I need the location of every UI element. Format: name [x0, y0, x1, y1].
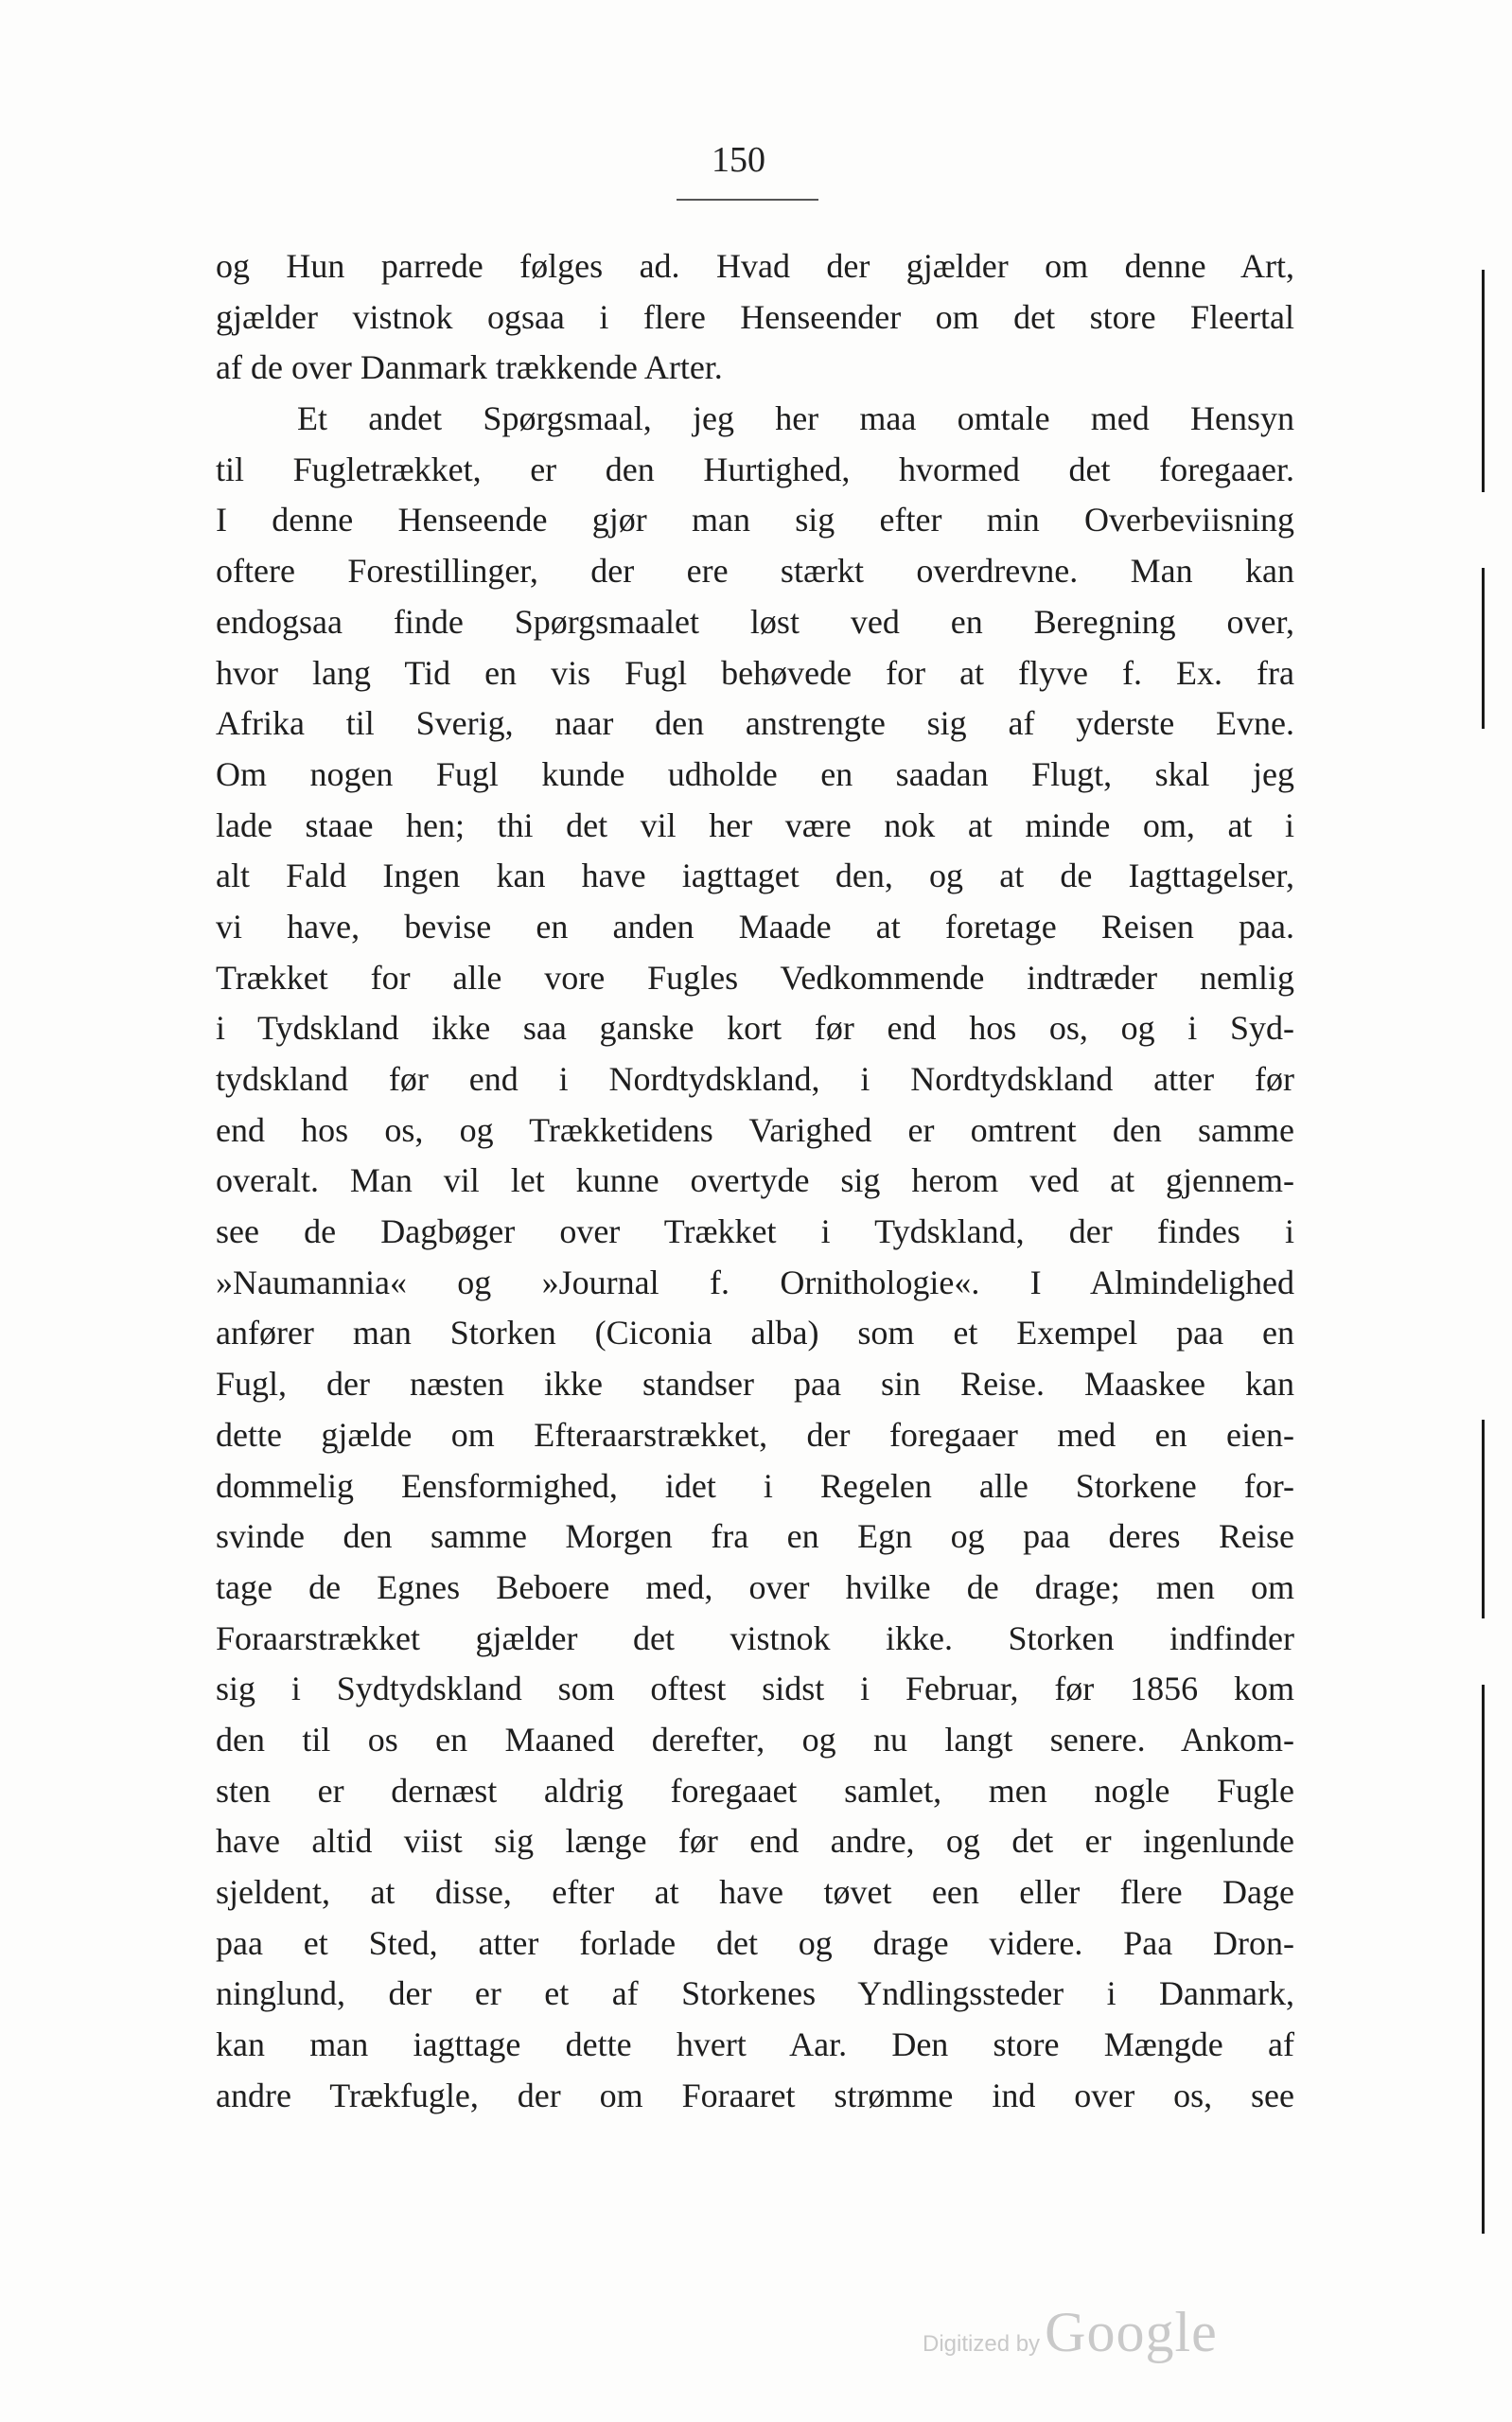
text-line: tage de Egnes Beboere med, over hvilke de drage; men om	[216, 1567, 1294, 1606]
text-line: overalt. Man vil let kunne overtyde sig herom ved at gjennem-	[216, 1161, 1294, 1200]
text-line: tydskland før end i Nordtydskland, i Nordtydskland atter før	[216, 1060, 1294, 1098]
text-line: Trækket for alle vore Fugles Vedkommende indtræder nemlig	[216, 958, 1294, 997]
text-line: svinde den samme Morgen fra en Egn og paa deres Reise	[216, 1517, 1294, 1556]
watermark-brand: Google	[1045, 2301, 1218, 2363]
page-edge-shadow	[1482, 1685, 1485, 2234]
text-line: end hos os, og Trækketidens Varighed er omtrent den samme	[216, 1110, 1294, 1149]
text-line: Afrika til Sverig, naar den anstrengte sig af yderste Evne.	[216, 704, 1294, 743]
text-line: til Fugletrækket, er den Hurtighed, hvormed det foregaaer.	[216, 450, 1294, 488]
page-edge-shadow	[1482, 568, 1485, 729]
text-line: sjeldent, at disse, efter at have tøvet een eller flere Dage	[216, 1873, 1294, 1911]
text-line: anfører man Storken (Ciconia alba) som et Exempel paa en	[216, 1314, 1294, 1352]
text-line: Om nogen Fugl kunde udholde en saadan Flugt, skal jeg	[216, 754, 1294, 793]
text-line: Et andet Spørgsmaal, jeg her maa omtale med Hensyn	[297, 399, 1294, 438]
text-line: see de Dagbøger over Trækket i Tydskland, der findes i	[216, 1212, 1294, 1251]
text-line: endogsaa finde Spørgsmaalet løst ved en Beregning over,	[216, 602, 1294, 641]
text-line: vi have, bevise en anden Maade at foretage Reisen paa.	[216, 907, 1294, 946]
text-line: sig i Sydtydskland som oftest sidst i Februar, før 1856 kom	[216, 1670, 1294, 1708]
text-line: dommelig Eensformighed, idet i Regelen alle Storkene for-	[216, 1466, 1294, 1505]
text-line: »Naumannia« og »Journal f. Ornithologie«. I Almindelighed	[216, 1263, 1294, 1301]
page-edge-shadow	[1482, 1420, 1485, 1618]
text-line: oftere Forestillinger, der ere stærkt overdrevne. Man kan	[216, 552, 1294, 591]
text-line: Foraarstrækket gjælder det vistnok ikke. Storken indfinder	[216, 1618, 1294, 1657]
text-line: sten er dernæst aldrig foregaaet samlet, men nogle Fugle	[216, 1771, 1294, 1810]
watermark-prefix: Digitized by	[923, 2331, 1041, 2357]
page-number: 150	[712, 140, 765, 180]
text-line: hvor lang Tid en vis Fugl behøvede for at flyve f. Ex. fra	[216, 653, 1294, 692]
text-line: og Hun parrede følges ad. Hvad der gjælder om denne Art,	[216, 247, 1294, 285]
text-line: dette gjælde om Efteraarstrækket, der foregaaer med en eien-	[216, 1415, 1294, 1454]
text-line: paa et Sted, atter forlade det og drage videre. Paa Dron-	[216, 1923, 1294, 1962]
text-line: den til os en Maaned derefter, og nu langt senere. Ankom-	[216, 1720, 1294, 1759]
text-line: kan man iagttage dette hvert Aar. Den store Mængde af	[216, 2025, 1294, 2064]
digitized-watermark	[923, 2300, 1218, 2365]
body-text	[216, 241, 1294, 2121]
text-line: lade staae hen; thi det vil her være nok at minde om, at i	[216, 805, 1294, 844]
text-line: Fugl, der næsten ikke standser paa sin Reise. Maaskee kan	[216, 1365, 1294, 1404]
page-number-rule	[677, 199, 818, 201]
text-line: andre Trækfugle, der om Foraaret strømme ind over os, see	[216, 2076, 1294, 2114]
text-line: have altid viist sig længe før end andre, og det er ingenlunde	[216, 1822, 1294, 1861]
text-line: I denne Henseende gjør man sig efter min Overbeviisning	[216, 501, 1294, 539]
text-line: ninglund, der er et af Storkenes Yndlingssteder i Danmark,	[216, 1974, 1294, 2013]
text-line: alt Fald Ingen kan have iagttaget den, og at de Iagttagelser,	[216, 857, 1294, 895]
text-line: i Tydskland ikke saa ganske kort før end hos os, og i Syd-	[216, 1009, 1294, 1048]
page-edge-shadow	[1482, 270, 1485, 492]
text-line: af de over Danmark trækkende Arter.	[216, 348, 723, 387]
text-line: gjælder vistnok ogsaa i flere Henseender om det store Fleertal	[216, 297, 1294, 336]
